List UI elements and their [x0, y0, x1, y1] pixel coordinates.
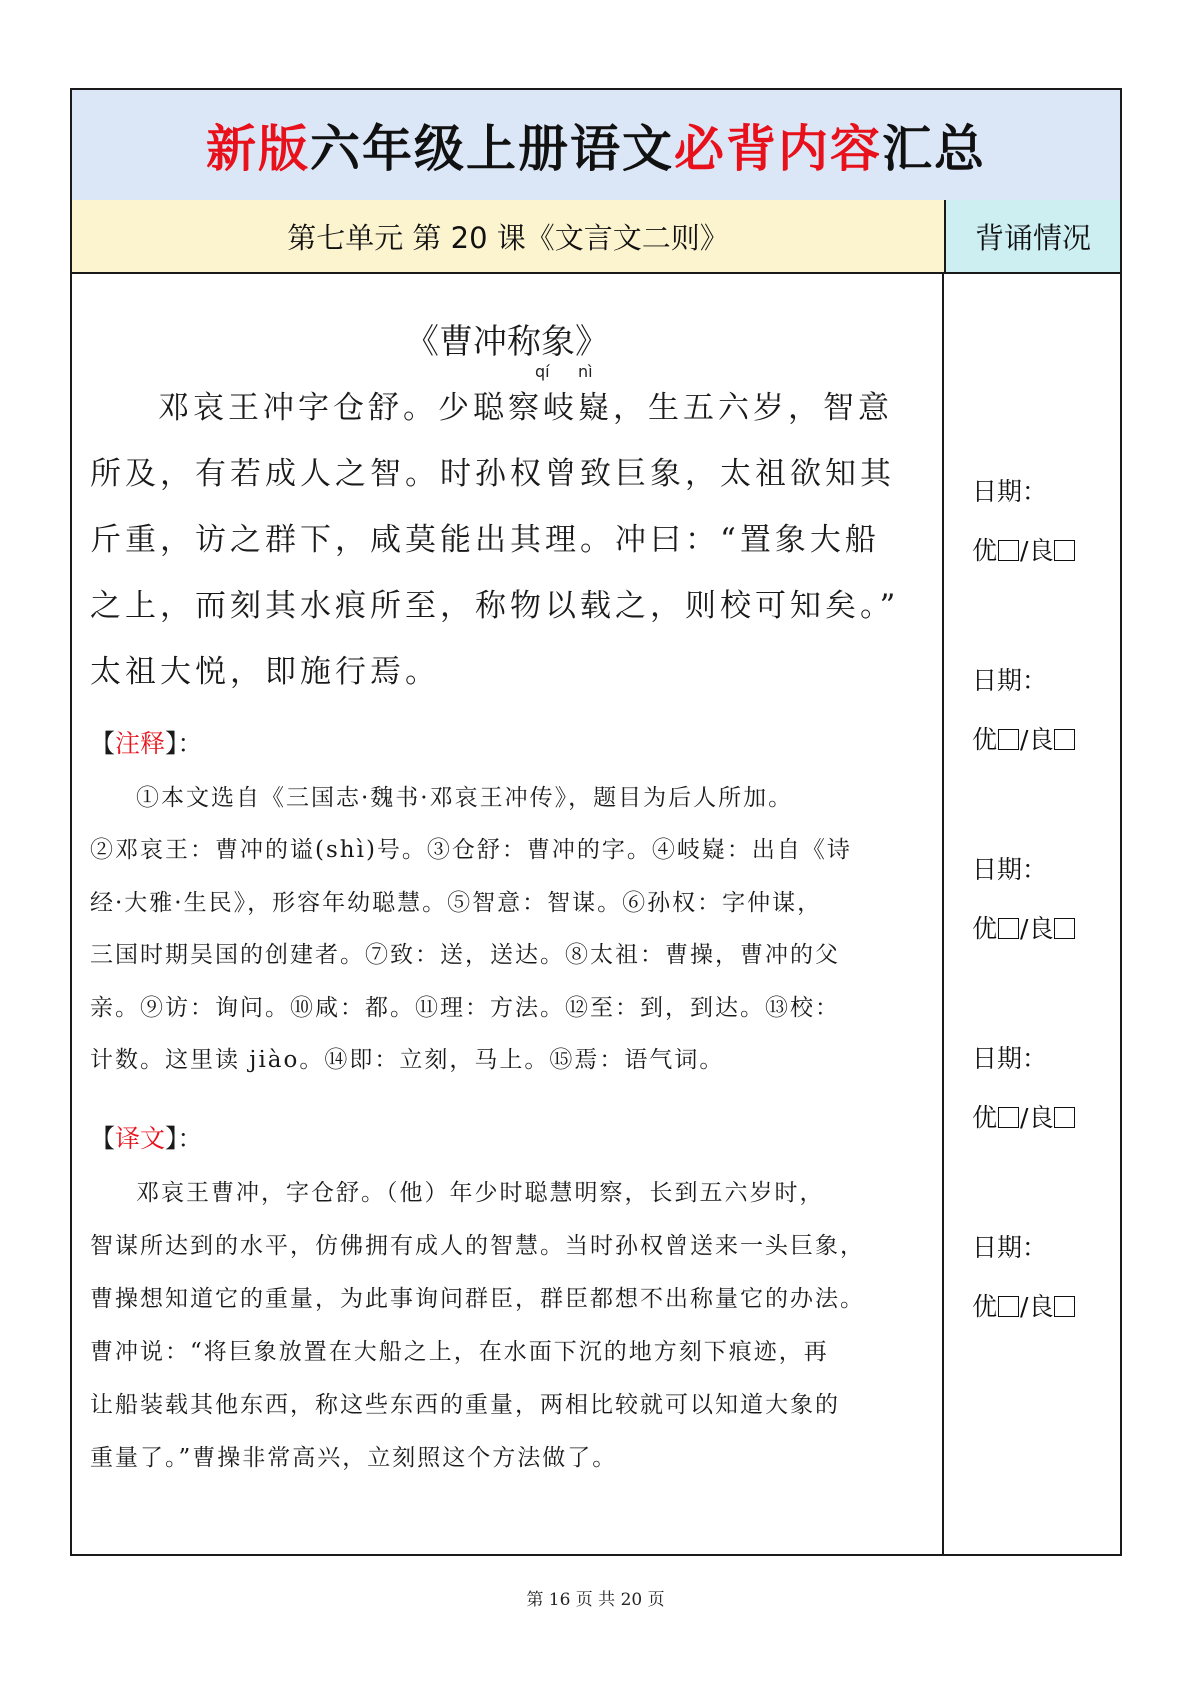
excellent-checkbox[interactable]	[998, 918, 1019, 939]
content-column	[72, 274, 944, 1554]
translation-line-3: 曹操想知道它的重量，为此事询问群臣，群臣都想不出称量它的办法。	[90, 1286, 865, 1312]
text-line-3: 斤重，访之群下，咸莫能出其理。冲曰：“置象大船	[90, 522, 880, 558]
translation-line-2: 智谋所达到的水平，仿佛拥有成人的智慧。当时孙权曾送来一头巨象，	[90, 1233, 865, 1259]
note-line-1: ①本文选自《三国志·魏书·邓哀王冲传》，题目为后人所加。	[136, 785, 794, 811]
note-line-2: ②邓哀王：曹冲的谥(shì)号。③仓舒：曹冲的字。④岐嶷：出自《诗	[90, 837, 852, 863]
good-checkbox[interactable]	[1054, 540, 1075, 561]
title-part-grade: 六年级上册语文	[310, 120, 674, 178]
note-line-5: 亲。⑨访：询问。⑩咸：都。⑪理：方法。⑫至：到，到达。⑬校：	[90, 995, 840, 1021]
grade-options: 优 /良	[972, 720, 1076, 756]
translation-line-1: 邓哀王曹冲，字仓舒。（他）年少时聪慧明察，长到五六岁时，	[136, 1180, 825, 1206]
translation-line-6: 重量了。”曹操非常高兴，立刻照这个方法做了。	[90, 1445, 618, 1471]
title-part-new: 新版	[206, 120, 310, 178]
title-part-summary: 汇总	[882, 120, 986, 178]
grade-options: 优 /良	[972, 909, 1076, 945]
excellent-checkbox[interactable]	[998, 540, 1019, 561]
grade-options: 优 /良	[972, 531, 1076, 567]
good-checkbox[interactable]	[1054, 729, 1075, 750]
date-label: 日期：	[972, 855, 1048, 884]
text-line-5: 太祖大悦，即施行焉。	[90, 654, 440, 690]
excellent-checkbox[interactable]	[998, 1107, 1019, 1128]
text-line-2: 所及，有若成人之智。时孙权曾致巨象，太祖欲知其	[90, 456, 895, 492]
good-checkbox[interactable]	[1054, 918, 1075, 939]
page-title	[72, 90, 1120, 202]
notes-label: 【注释】：	[90, 729, 203, 758]
excellent-checkbox[interactable]	[998, 1296, 1019, 1317]
worksheet	[70, 88, 1122, 1556]
excellent-checkbox[interactable]	[998, 729, 1019, 750]
pinyin-qi: qí	[535, 362, 550, 381]
grade-options: 优 /良	[972, 1287, 1076, 1323]
text-title: 《曹冲称象》	[405, 322, 609, 362]
translation-line-5: 让船装载其他东西，称这些东西的重量，两相比较就可以知道大象的	[90, 1392, 840, 1418]
translation-label: 【译文】：	[90, 1124, 203, 1153]
date-label: 日期：	[972, 666, 1048, 695]
note-line-3: 经·大雅·生民》，形容年幼聪慧。⑤智意：智谋。⑥孙权：字仲谋，	[90, 890, 823, 916]
title-part-must: 必背内容	[674, 120, 882, 178]
recitation-status-header: 背诵情况	[946, 200, 1120, 274]
recitation-status-column	[946, 274, 1120, 1554]
text-line-4: 之上，而刻其水痕所至，称物以载之，则校可知矣。”	[90, 588, 900, 624]
date-label: 日期：	[972, 1233, 1048, 1262]
text-line-1: 邓哀王冲字仓舒。少聪察岐嶷，生五六岁，智意	[158, 390, 893, 426]
lesson-header: 第七单元 第 20 课《文言文二则》	[72, 200, 946, 274]
note-line-6: 计数。这里读 jiào。⑭即：立刻，马上。⑮焉：语气词。	[90, 1047, 725, 1073]
note-line-4: 三国时期吴国的创建者。⑦致：送，送达。⑧太祖：曹操，曹冲的父	[90, 942, 840, 968]
date-label: 日期：	[972, 477, 1048, 506]
good-checkbox[interactable]	[1054, 1107, 1075, 1128]
page-number: 第 16 页 共 20 页	[526, 1590, 665, 1610]
translation-line-4: 曹冲说：“将巨象放置在大船之上，在水面下沉的地方刻下痕迹，再	[90, 1339, 829, 1365]
date-label: 日期：	[972, 1044, 1048, 1073]
pinyin-ni: nì	[578, 362, 593, 381]
good-checkbox[interactable]	[1054, 1296, 1075, 1317]
grade-options: 优 /良	[972, 1098, 1076, 1134]
